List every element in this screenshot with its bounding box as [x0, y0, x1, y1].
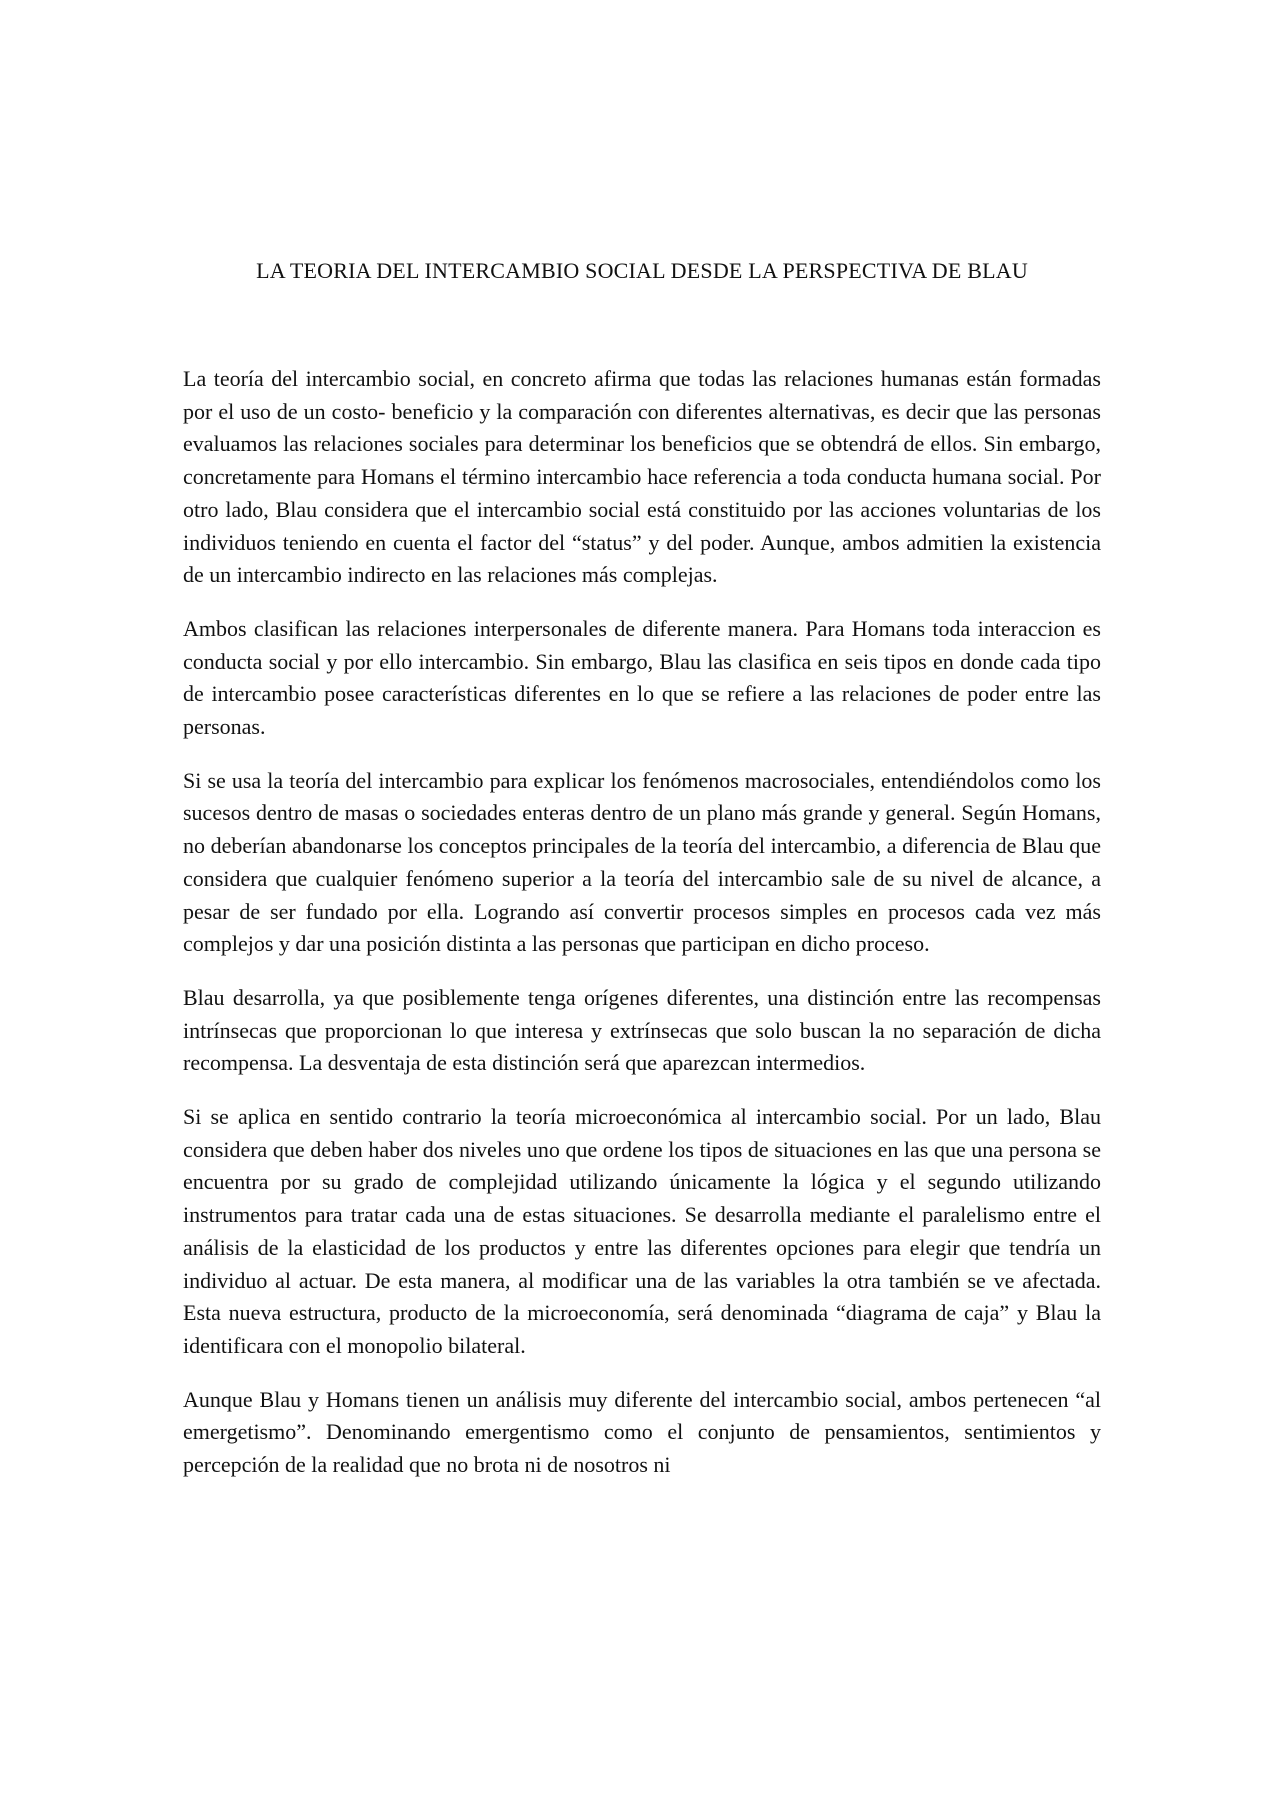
paragraph-1: La teoría del intercambio social, en concreto afirma que todas las relaciones humanas están formadas por el uso de un costo- beneficio y la comparación con diferentes alternativas, es decir que las personas evaluamos las relaciones sociales para determinar los beneficios que se obtendrá de ellos. Sin embargo, concretamente para Homans el término intercambio hace referencia a toda conducta humana social. Por otro lado, Blau considera que el intercambio social está constituido por las acciones voluntarias de los individuos teniendo en cuenta el factor del “status” y del poder. Aunque, ambos admitien la existencia de un intercambio indirecto en las relaciones más complejas.: [183, 366, 1101, 588]
document-title: LA TEORIA DEL INTERCAMBIO SOCIAL DESDE LA PERSPECTIVA DE BLAU: [256, 258, 1028, 283]
paragraph-5: Si se aplica en sentido contrario la teoría microeconómica al intercambio social. Por un lado, Blau considera que deben haber dos niveles uno que ordene los tipos de situaciones en las que una persona se encuentra por su grado de complejidad utilizando únicamente la lógica y el segundo utilizando instrumentos para tratar cada una de estas situaciones. Se desarrolla mediante el paralelismo entre el análisis de la elasticidad de los productos y entre las diferentes opciones para elegir que tendría un individuo al actuar. De esta manera, al modificar una de las variables la otra también se ve afectada. Esta nueva estructura, producto de la microeconomía, será denominada “diagrama de caja” y Blau la identificara con el monopolio bilateral.: [183, 1104, 1101, 1358]
document-body: [183, 363, 1101, 1503]
paragraph-4: Blau desarrolla, ya que posiblemente tenga orígenes diferentes, una distinción entre las recompensas intrínsecas que proporcionan lo que interesa y extrínsecas que solo buscan la no separación de dicha recompensa. La desventaja de esta distinción será que aparezcan intermedios.: [183, 984, 1101, 1076]
paragraph-2: Ambos clasifican las relaciones interpersonales de diferente manera. Para Homans toda interaccion es conducta social y por ello intercambio. Sin embargo, Blau las clasifica en seis tipos en donde cada tipo de intercambio posee características diferentes en lo que se refiere a las relaciones de poder entre las personas.: [183, 615, 1101, 740]
paragraph-3: Si se usa la teoría del intercambio para explicar los fenómenos macrosociales, entendiéndolos como los sucesos dentro de masas o sociedades enteras dentro de un plano más grande y general. Según Homans, no deberían abandonarse los conceptos principales de la teoría del intercambio, a diferencia de Blau que considera que cualquier fenómeno superior a la teoría del intercambio sale de su nivel de alcance, a pesar de ser fundado por ella. Logrando así convertir procesos simples en procesos cada vez más complejos y dar una posición distinta a las personas que participan en dicho proceso.: [183, 767, 1101, 957]
paragraph-6: Aunque Blau y Homans tienen un análisis muy diferente del intercambio social, ambos pertenecen “al emergetismo”. Denominando emergentismo como el conjunto de pensamientos, sentimientos y percepción de la realidad que no brota ni de nosotros ni: [183, 1386, 1101, 1478]
